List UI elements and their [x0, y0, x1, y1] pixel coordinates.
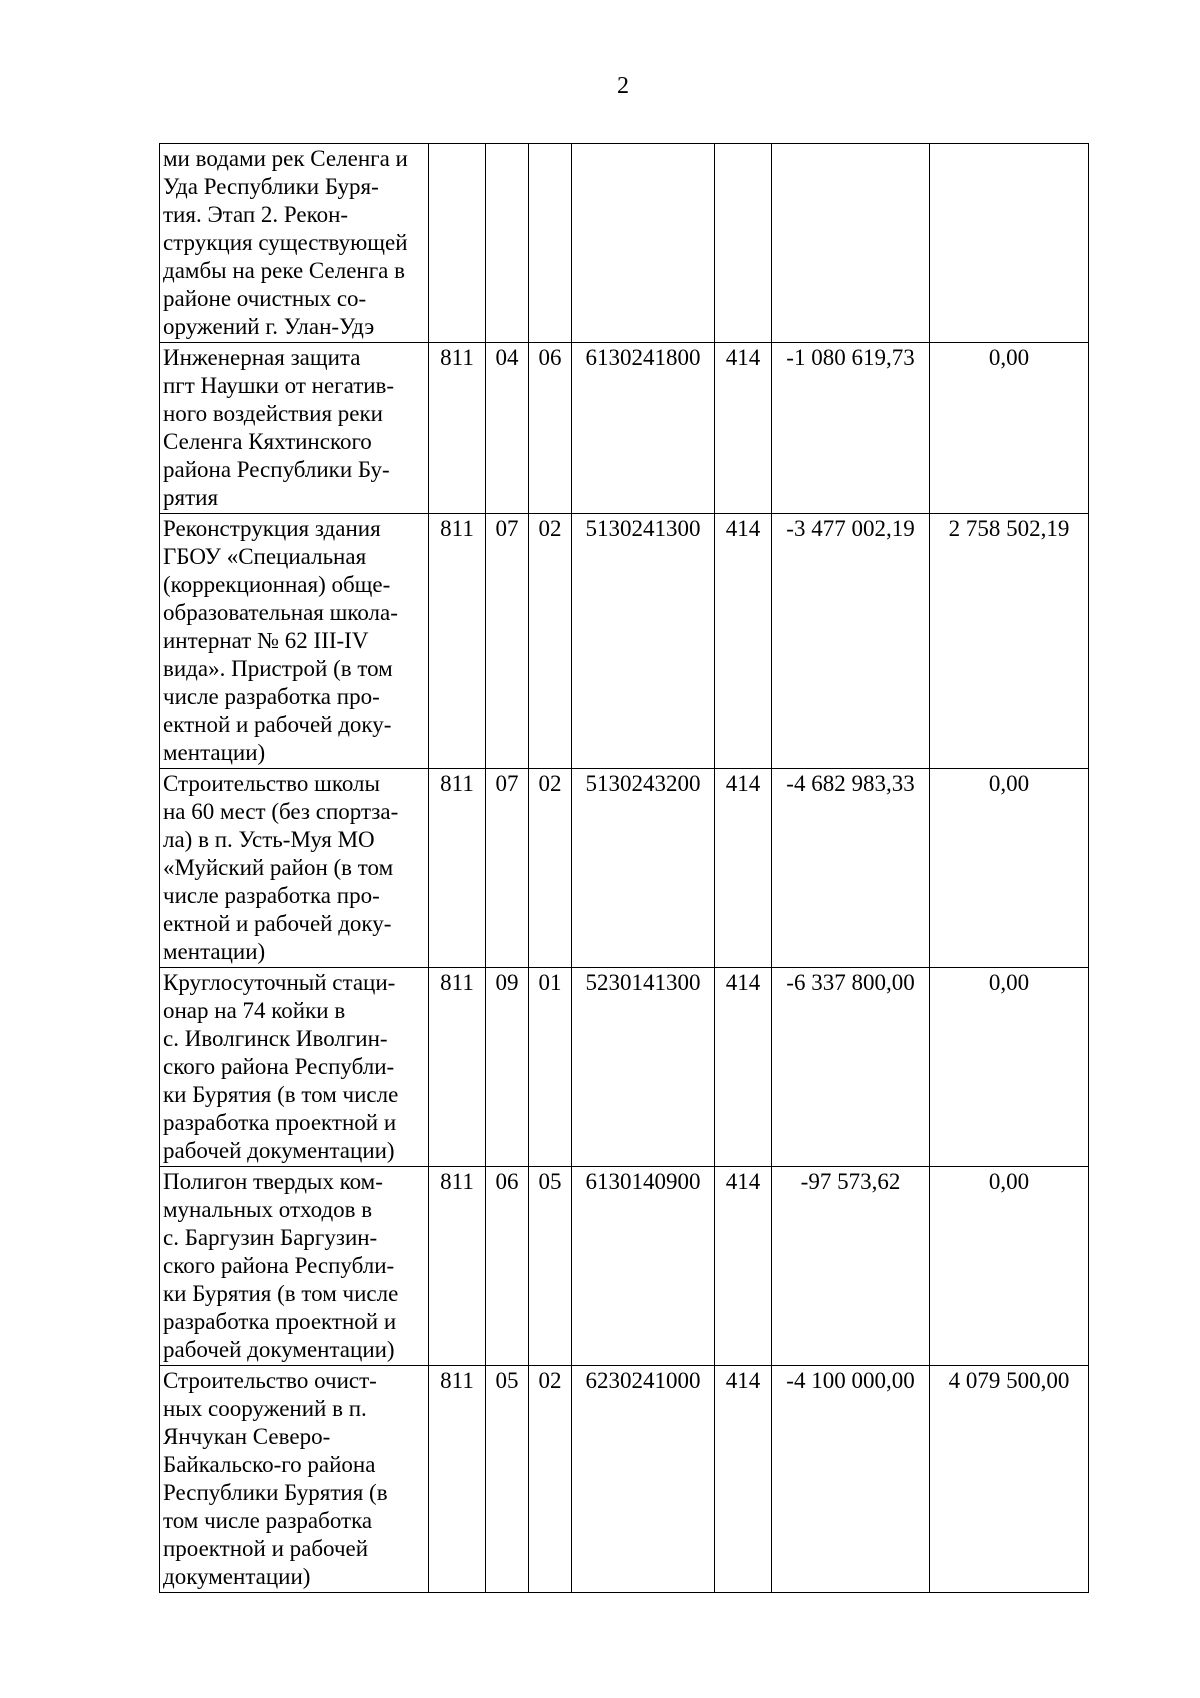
table-row: [160, 144, 1089, 343]
section-code-cell: 05: [486, 1366, 529, 1593]
table-row: [160, 1167, 1089, 1366]
amount-year1-cell: -1 080 619,73: [772, 343, 930, 514]
subsection-code-cell: 02: [529, 1366, 572, 1593]
amount-year2-cell: [930, 144, 1089, 343]
object-name-cell: Инженерная защита пгт Наушки от негатив- ного воздействия реки Селенга Кяхтинского района Республики Бу- рятия: [160, 343, 429, 514]
amount-year2-cell: 4 079 500,00: [930, 1366, 1089, 1593]
object-name-cell: Полигон твердых ком- мунальных отходов в с. Баргузин Баргузин- ского района Республи- ки Бурятия (в том числе разработка проектной и рабочей документации): [160, 1167, 429, 1366]
ministry-code-cell: [429, 144, 486, 343]
amount-year1-cell: -97 573,62: [772, 1167, 930, 1366]
table-row: [160, 1366, 1089, 1593]
amount-year2-cell: 0,00: [930, 1167, 1089, 1366]
section-code-cell: 09: [486, 968, 529, 1167]
amount-year1-cell: -4 682 983,33: [772, 769, 930, 968]
target-article-cell: 5130241300: [572, 514, 715, 769]
object-name-cell: Реконструкция здания ГБОУ «Специальная (коррекционная) обще- образовательная школа- интернат № 62 III-IV вида». Пристрой (в том числе разработка про- ектной и рабочей доку- ментации): [160, 514, 429, 769]
object-name-cell: Круглосуточный стаци- онар на 74 койки в с. Иволгинск Иволгин- ского района Республи- ки Бурятия (в том числе разработка проектной и рабочей документации): [160, 968, 429, 1167]
subsection-code-cell: 02: [529, 514, 572, 769]
ministry-code-cell: 811: [429, 1167, 486, 1366]
ministry-code-cell: 811: [429, 968, 486, 1167]
amount-year1-cell: [772, 144, 930, 343]
subsection-code-cell: 06: [529, 343, 572, 514]
subsection-code-cell: 02: [529, 769, 572, 968]
expense-type-cell: 414: [715, 343, 772, 514]
target-article-cell: 5130243200: [572, 769, 715, 968]
target-article-cell: 5230141300: [572, 968, 715, 1167]
table-row: [160, 343, 1089, 514]
table-row: [160, 514, 1089, 769]
ministry-code-cell: 811: [429, 1366, 486, 1593]
section-code-cell: 07: [486, 514, 529, 769]
table-row: [160, 968, 1089, 1167]
target-article-cell: [572, 144, 715, 343]
amount-year1-cell: -6 337 800,00: [772, 968, 930, 1167]
expense-type-cell: [715, 144, 772, 343]
subsection-code-cell: 01: [529, 968, 572, 1167]
object-name-cell: Строительство очист- ных сооружений в п. Янчукан Северо- Байкальско-го района Республики Бурятия (в том числе разработка проектной и рабочей документации): [160, 1366, 429, 1593]
expense-type-cell: 414: [715, 968, 772, 1167]
target-article-cell: 6230241000: [572, 1366, 715, 1593]
amount-year1-cell: -4 100 000,00: [772, 1366, 930, 1593]
section-code-cell: 07: [486, 769, 529, 968]
section-code-cell: [486, 144, 529, 343]
budget-table: [159, 143, 1089, 1593]
amount-year2-cell: 0,00: [930, 968, 1089, 1167]
amount-year2-cell: 0,00: [930, 769, 1089, 968]
table-row: [160, 769, 1089, 968]
ministry-code-cell: 811: [429, 514, 486, 769]
expense-type-cell: 414: [715, 1366, 772, 1593]
section-code-cell: 04: [486, 343, 529, 514]
expense-type-cell: 414: [715, 514, 772, 769]
target-article-cell: 6130241800: [572, 343, 715, 514]
subsection-code-cell: 05: [529, 1167, 572, 1366]
ministry-code-cell: 811: [429, 343, 486, 514]
expense-type-cell: 414: [715, 769, 772, 968]
expense-type-cell: 414: [715, 1167, 772, 1366]
amount-year1-cell: -3 477 002,19: [772, 514, 930, 769]
page-number: 2: [617, 73, 629, 99]
section-code-cell: 06: [486, 1167, 529, 1366]
ministry-code-cell: 811: [429, 769, 486, 968]
target-article-cell: 6130140900: [572, 1167, 715, 1366]
amount-year2-cell: 0,00: [930, 343, 1089, 514]
object-name-cell: ми водами рек Селенга и Уда Республики Буря- тия. Этап 2. Рекон- струкция существующей дамбы на реке Селенга в районе очистных со- оружений г. Улан-Удэ: [160, 144, 429, 343]
object-name-cell: Строительство школы на 60 мест (без спортза- ла) в п. Усть-Муя МО «Муйский район (в том числе разработка про- ектной и рабочей доку- ментации): [160, 769, 429, 968]
amount-year2-cell: 2 758 502,19: [930, 514, 1089, 769]
subsection-code-cell: [529, 144, 572, 343]
